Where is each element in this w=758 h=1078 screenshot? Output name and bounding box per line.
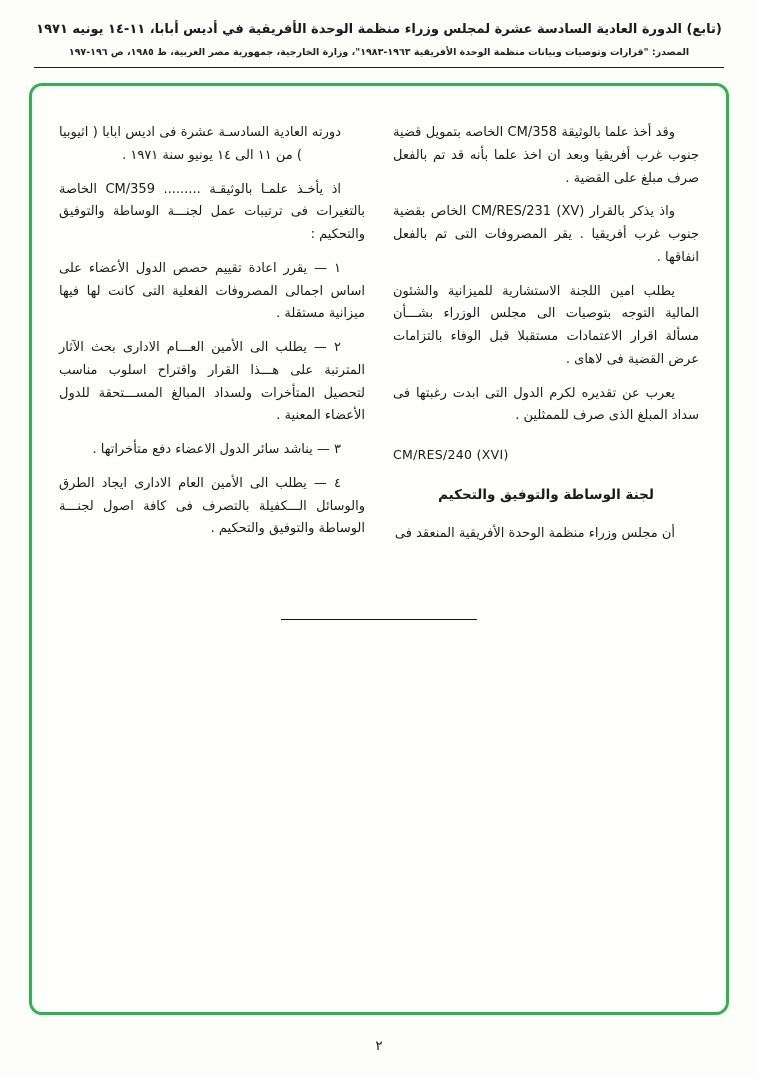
page-number: ٢	[375, 1038, 383, 1054]
paragraph: أن مجلس وزراء منظمة الوحدة الأفريقية المنعقد فى	[394, 525, 675, 541]
document-header	[0, 0, 758, 68]
end-of-text-divider	[281, 619, 477, 620]
committee-heading: لجنة الوساطة والتوفيق والتحكيم	[438, 486, 654, 503]
paragraph: يعرب عن تقديره لكرم الدول التى ابدت رغبتها فى سداد المبلغ الذى صرف للممثلين .	[393, 385, 699, 424]
paragraph: دورته العادية السادسـة عشرة فى اديس ابابا ( اثيوبيا ) من ١١ الى ١٤ يونيو سنة ١٩٧١ .	[59, 125, 341, 163]
document-source: المصدر: "قرارات وتوصيات وبيانات منظمة الوحدة الأفريقية ١٩٦٣-١٩٨٣"، وزارة الخارجية، جمهورية مصر العربية، ط ١٩٨٥، ص ١٩٦-١٩٧	[68, 47, 690, 58]
header-divider	[34, 67, 724, 68]
page-footer	[0, 1038, 758, 1054]
list-item-4: ٤ — يطلب الى الأمين العام الادارى ايجاد الطرق والوسائل الـــكفيلة بالتصرف فى كافة اصول لجنـــة الوساطة والتوفيق والتحكيم .	[59, 475, 365, 537]
column-right	[393, 122, 699, 556]
text-columns	[59, 122, 699, 556]
list-item-2: ٢ — يطلب الى الأمين العـــام الادارى بحث الآثار المترتبة على هـــذا القرار واقتراح اسلوب مناسب لتحصيل المتأخرات ولسداد المبالغ المســـتحقة للدول الأعضاء المعنية .	[59, 340, 365, 424]
paragraph: وقد أخذ علما بالوثيقة CM/358 الخاصه بتمويل قضية جنوب غرب أفريقيا وبعد ان اخذ علما بأنه قد تم بالفعل صرف مبلغ على القضية .	[393, 125, 699, 186]
paragraph: يطلب امين اللجنة الاستشارية للميزانية والشئون المالية التوجه بتوصيات الى مجلس الوزراء بشـــأن مسألة اقرار الاعتمادات مستقبلا قبل الوفاء بالتزامات عرض القضية فى لاهاى .	[393, 283, 699, 367]
column-left	[59, 122, 365, 556]
paragraph: اذ يأخـذ علمـا بالوثيقـة ......... CM/359 الخاصة بالتغيرات فى ترتيبات عمل لجنـــة الوساطة والتوفيق والتحكيم :	[59, 181, 365, 242]
list-item-1: ١ — يقرر اعادة تقييم حصص الدول الأعضاء على اساس اجمالى المصروفات الفعلية التى كانت لها فيها ميزانية مستقلة .	[59, 260, 365, 322]
document-title: (تابع) الدورة العادية السادسة عشرة لمجلس وزراء منظمة الوحدة الأفريقية في أديس أبابا، ١١-١٤ يونيه ١٩٧١	[36, 22, 722, 37]
content-frame	[29, 83, 729, 1015]
resolution-number: CM/RES/240 (XVI)	[393, 447, 509, 462]
paragraph: واذ يذكر بالقرار CM/RES/231 (XV) الخاص بقضية جنوب غرب أفريقيا . يقر المصروفات التى تم بالفعل انفاقها .	[393, 204, 699, 265]
list-item-3: ٣ — يناشد سائر الدول الاعضاء دفع متأخراتها .	[92, 442, 341, 457]
